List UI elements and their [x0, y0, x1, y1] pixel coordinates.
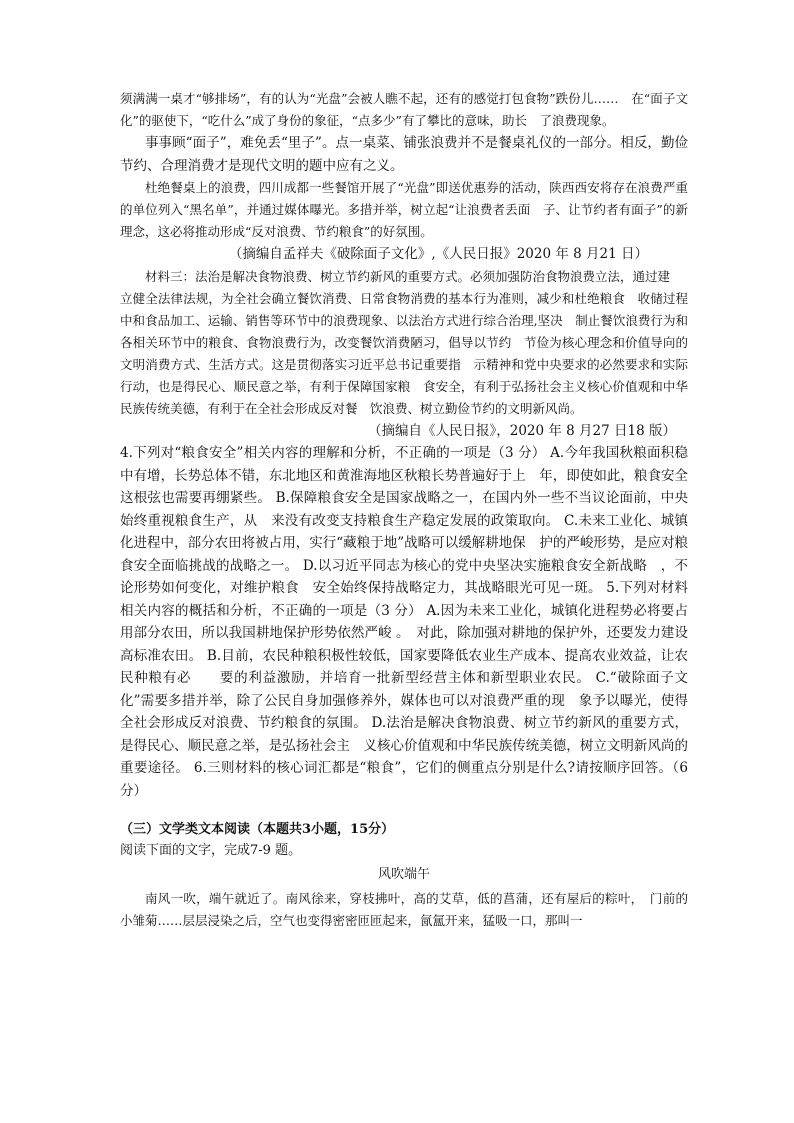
story-opening-paragraph: 南风一吹，端午就近了。南风徐来，穿枝拂叶，高的艾草，低的菖蒲，还有屋后的粽叶， 门前的小雏菊……层层浸染之后，空气也变得密密匝匝起来，氤氲开来，猛吸一口，那叫一 — [120, 891, 688, 928]
paragraph-material-three-body: 立健全法律法规，为全社会确立餐饮消费、日常食物消费的基本行为准则，减少和杜绝粮食 收储过程中和食品加工、运输、销售等环节中的浪费现象、以法治方式进行综合治理,坚决 制止餐饮浪费行为和各相关环节中的粮食、食物浪费行为，改变餐饮消费陋习，倡导以节约 节俭为核心理念和价值导向的文明消费方式、生活方式。这是贯彻落实习近平总书记重要指 示精神和党中央要求的必然要求和实际行动，也是得民心、顺民意之举，有利于保障国家粮 食安全，有利于弘扬社会主义核心价值观和中华民族传统美德，有利于在全社会形成反对餐 饮浪费、树立勤俭节约的文明新风尚。 — [120, 290, 688, 416]
section-heading-literary-reading: （三）文学类文本阅读（本题共3小题，15分） — [120, 822, 395, 837]
story-title: 风吹端午 — [377, 867, 430, 882]
section-instruction: 阅读下面的文字，完成7-9 题。 — [120, 843, 302, 858]
citation-material-two: （摘编自孟祥夫《破除面子文化》,《人民日报》2020 年 8 月21 日） — [228, 246, 648, 262]
document-page — [120, 88, 688, 932]
citation-material-three: （摘编自《人民日报》，2020 年 8 月27 日18 版） — [367, 422, 676, 439]
paragraph-face-lining: 事事顾“面子”，难免丢“里子”。点一桌菜、铺张浪费并不是餐桌礼仪的一部分。相反，勤俭节约、合理消费才是现代文明的题中应有之义。 — [120, 135, 688, 174]
paragraph-materials-intro: 须满满一桌才“够排场”，有的认为“光盘”会被人瞧不起，还有的感觉打包食物”跌份儿…… 在“面子文化”的驱使下，“吃什么”成了身份的象征，“点多少”有了攀比的意味，助长 了浪费现象。 — [120, 91, 688, 128]
paragraph-material-three-heading: 材料三：法治是解决食物浪费、树立节约新风的重要方式。必须加强防治食物浪费立法，通过建 — [145, 268, 671, 284]
paragraph-waste-campaign: 杜绝餐桌上的浪费，四川成都一些餐馆开展了“光盘”即送优惠券的活动，陕西西安将存在浪费严重的单位列入“黑名单”，并通过媒体曝光。多措并举，树立起“让浪费者丢面 子、让节约者有面子”的新理念，这必将推动形成“反对浪费、节约粮食”的好氛围。 — [120, 180, 688, 239]
questions-4-6: 4.下列对“粮食安全”相关内容的理解和分析，不正确的一项是（3 分） A.今年我国秋粮面积稳中有增，长势总体不错，东北地区和黄淮海地区秋粮长势普遍好于上 年，即使如此，粮食安全这根弦也需要再绷紧些。 B.保障粮食安全是国家战略之一，在国内外一些不当议论面前，中央始终重视粮食生产，从 来没有改变支持粮食生产稳定发展的政策取向。 C.未来工业化、城镇化进程中，部分农田将被占用，实行“藏粮于地”战略可以缓解耕地保 护的严峻形势，是应对粮食安全面临挑战的战略之一。 D.以习近平同志为核心的党中央坚决实施粮食安全新战略 ，不论形势如何变化，对维护粮食 安全始终保持战略定力，其战略眼光可见一斑。 5.下列对材料相关内容的概括和分析，不正确的一项是（3 分） A.因为未来工业化，城镇化进程势必将要占用部分农田，所以我国耕地保护形势依然严峻 。 对此，除加强对耕地的保护外，还要发力建设高标准农田。 B.目前，农民种粮积极性较低，国家要降低农业生产成本、提高农业效益，让农民种粮有必 要的利益激励，并培育一批新型经营主体和新型职业农民。 C.“破除面子文化”需要多措并举，除了公民自身加强修养外，媒体也可以对浪费严重的现 象予以曝光，使得全社会形成反对浪费、节约粮食的氛围。 D.法治是解决食物浪费、树立节约新风的重要方式，是得民心、顺民意之举，是弘扬社会主 义核心价值观和中华民族传统美德，树立文明新风尚的重要途径。 6.三则材料的核心词汇都是“粮食”，它们的侧重点分别是什么?请按顺序回答。（6 分） — [120, 445, 688, 799]
